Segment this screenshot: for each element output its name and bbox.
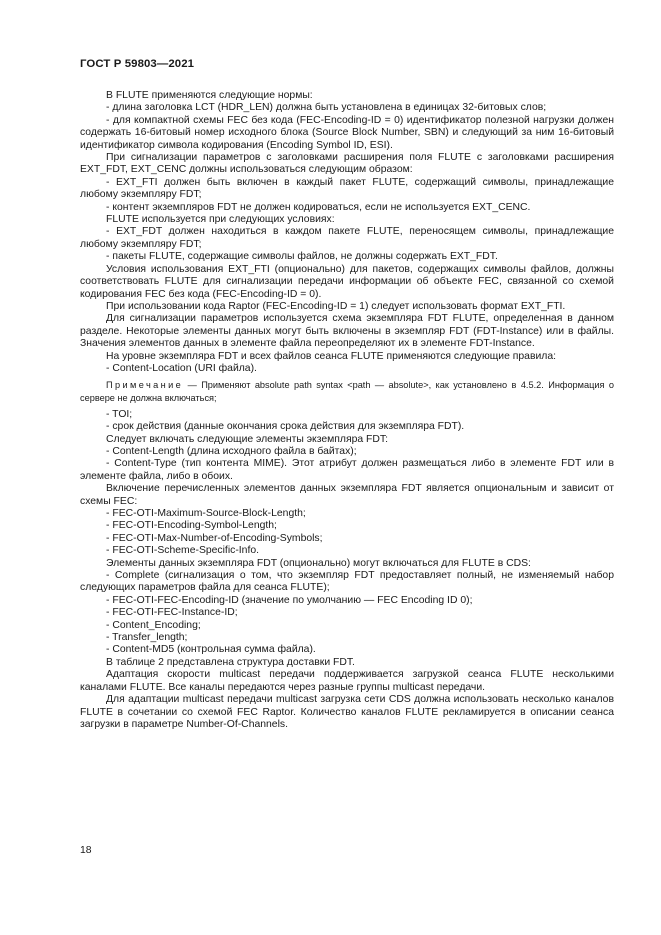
paragraph: - FEC-OTI-Encoding-Symbol-Length; [106,520,277,532]
note-text: — Применяют absolute path syntax <path — absolute>, как установлено в 4.5.2. Информация о сервере не должна включаться; [80,380,614,403]
paragraph: - для компактной схемы FEC без кода (FEC-Encoding-ID = 0) идентификатор полезной нагрузки должен содержать 16-битовый номер исходного блока (Source Block Number, SBN) и следующий за ним 16-битовый идентификатор символа кодирования (Encoding Symbol ID, ESI). [80,114,614,151]
paragraph: - EXT_FTI должен быть включен в каждый пакет FLUTE, содержащий символы, принадлежащие любому экземпляру FDT; [80,176,614,201]
paragraph-group-b [80,409,614,732]
page-number: 18 [80,845,92,856]
note-label: Примечание [106,380,184,391]
paragraph: Следует включать следующие элементы экземпляра FDT: [106,433,388,445]
paragraph: - контент экземпляров FDT не должен кодироваться, если не используется EXT_CENC. [106,201,531,213]
paragraph: Включение перечисленных элементов данных экземпляра FDT является опциональным и зависит от схемы FEC: [80,483,614,507]
paragraph: - FEC-OTI-FEC-Encoding-ID (значение по умолчанию — FEC Encoding ID 0); [106,594,473,606]
document-body [80,90,614,731]
paragraph: - Complete (сигнализация о том, что экземпляр FDT предоставляет полный, не изменяемый набор следующих параметров файла для сеанса FLUTE); [80,570,614,594]
paragraph: - Transfer_length; [106,632,188,644]
paragraph: FLUTE используется при следующих условиях: [106,214,335,226]
paragraph: - FEC-OTI-Maximum-Source-Block-Length; [106,508,306,519]
paragraph-group-a [80,90,614,375]
paragraph: Условия использования EXT_FTI (опционально) для пакетов, содержащих символы файлов, должны соответствовать FLUTE для сигнализации передачи информации об объекте FEC, связанной со схемой кодирования FEC без кода (FEC-Encoding-ID = 0). [80,263,614,300]
paragraph: Для адаптации multicast передачи multicast загрузка сети CDS должна использовать несколько каналов FLUTE в сочетании со схемой FEC Raptor. Количество каналов FLUTE рекламируется в описании сеанса загрузки в параметре Number-Of-Channels. [80,694,614,730]
paragraph: - Content_Encoding; [106,619,201,631]
paragraph: При сигнализации параметров с заголовками расширения поля FLUTE с заголовками расширения EXT_FDT, EXT_CENC должны использоваться следующим образом: [80,152,614,176]
paragraph: - FEC-OTI-Max-Number-of-Encoding-Symbols; [106,532,323,544]
paragraph: - FEC-OTI-FEC-Instance-ID; [106,607,238,619]
paragraph: Элементы данных экземпляра FDT (опционально) могут включаться для FLUTE в CDS: [106,557,531,569]
paragraph: - TOI; [106,408,133,420]
paragraph: - срок действия (данные окончания срока действия для экземпляра FDT). [106,421,465,433]
paragraph: В FLUTE применяются следующие нормы: [106,90,313,101]
paragraph: - FEC-OTI-Scheme-Specific-Info. [106,545,260,557]
paragraph: - Content-Type (тип контента MIME). Этот атрибут должен размещаться либо в элементе FDT или в элементе файла, либо в обоих. [80,458,614,482]
paragraph: - Content-MD5 (контрольная сумма файла). [106,644,316,656]
paragraph: - пакеты FLUTE, содержащие символы файлов, не должны содержать EXT_FDT. [106,251,498,263]
paragraph: - Content-Length (длина исходного файла в байтах); [106,445,357,457]
note-paragraph [80,379,614,403]
standard-header: ГОСТ Р 59803—2021 [80,58,195,70]
paragraph: При использовании кода Raptor (FEC-Encoding-ID = 1) следует использовать формат EXT_FTI. [106,300,566,312]
paragraph: В таблице 2 представлена структура доставки FDT. [106,656,355,668]
paragraph: На уровне экземпляра FDT и всех файлов сеанса FLUTE применяются следующие правила: [106,350,557,362]
paragraph: - длина заголовка LCT (HDR_LEN) должна быть установлена в единицах 32-битовых слов; [106,102,547,114]
paragraph: Для сигнализации параметров используется схема экземпляра FDT FLUTE, определенная в данном разделе. Некоторые элементы данных могут быть включены в экземпляр FDT (FDT-Instance) или в файлы. Значения элементов данных в элементе файла переопределяют их в элементе FDT-Instance. [80,313,614,350]
paragraph: Адаптация скорости multicast передачи поддерживается загрузкой сеанса FLUTE несколькими каналами FLUTE. Все каналы передаются через разные группы multicast передачи. [80,669,614,693]
paragraph: - EXT_FDT должен находиться в каждом пакете FLUTE, переносящем символы, принадлежащие любому экземпляру FDT; [80,226,614,250]
paragraph: - Content-Location (URI файла). [106,362,257,374]
